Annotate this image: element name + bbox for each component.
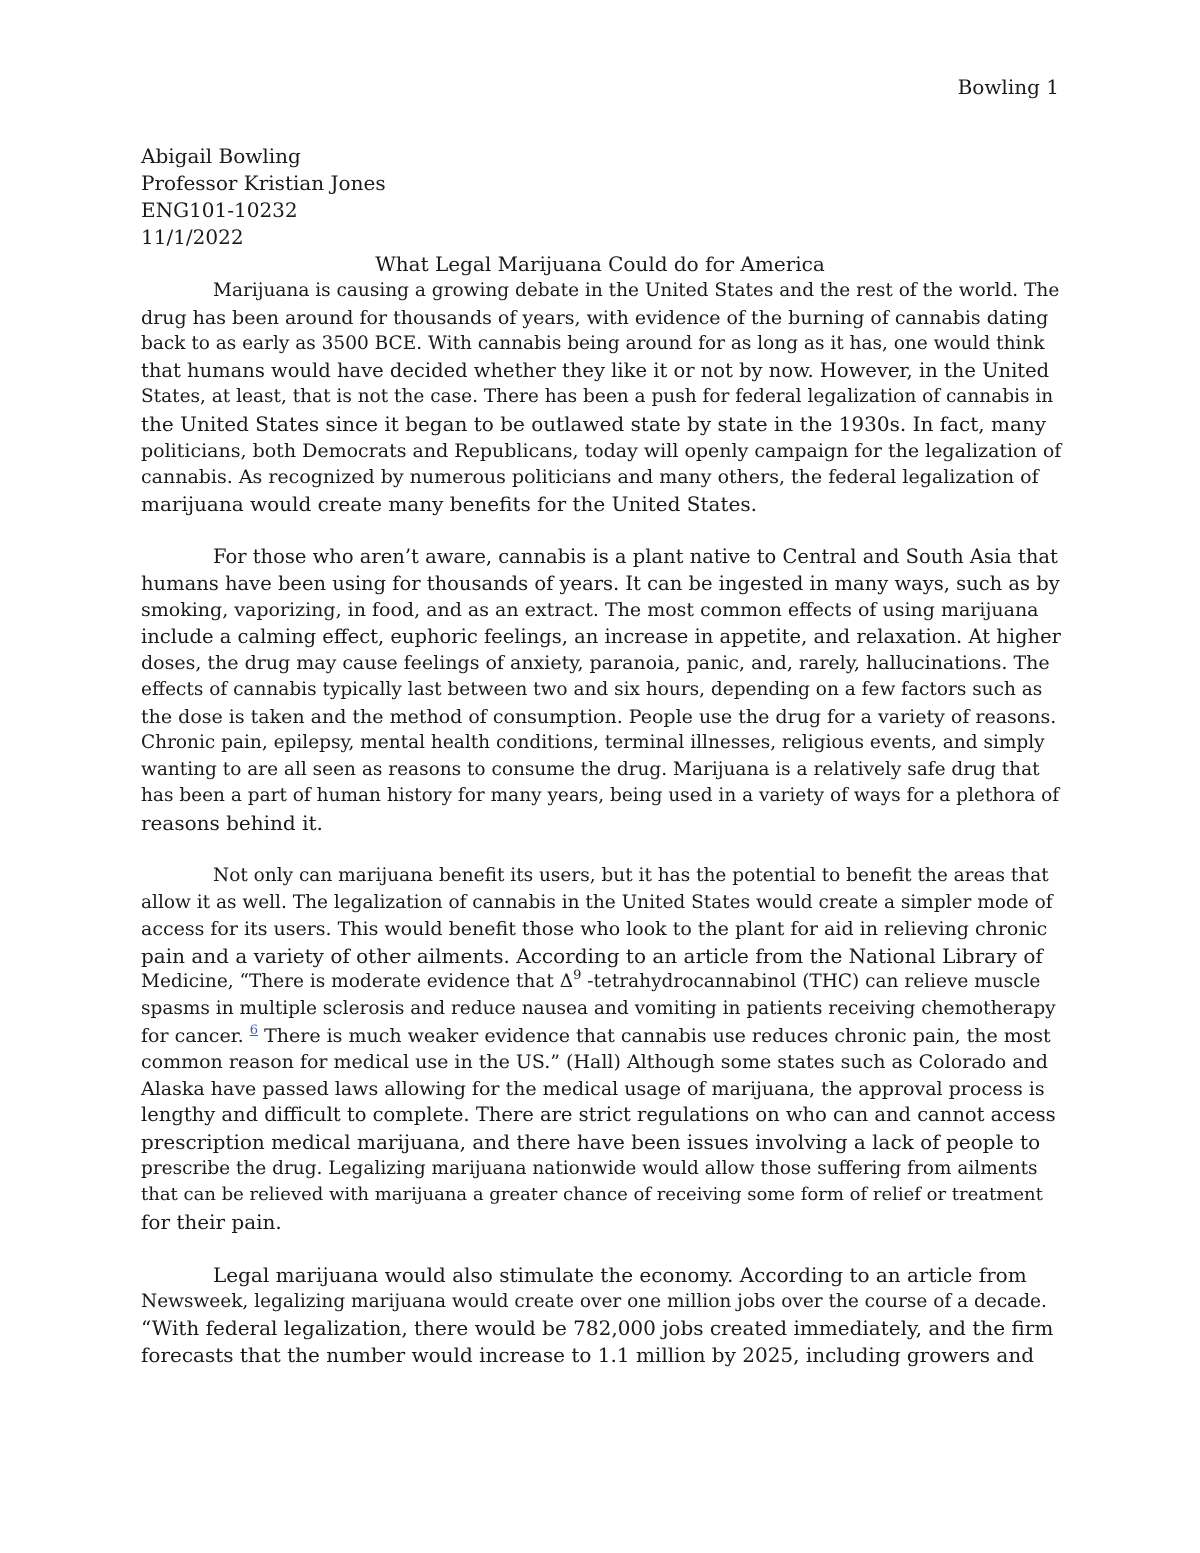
paragraph-line: Newsweek, legalizing marijuana would create over one million jobs over the course of a decade.	[141, 1290, 1047, 1312]
quote-text: -tetrahydrocannabinol (THC) can relieve muscle	[581, 971, 1041, 993]
footnote-link[interactable]: 6	[249, 1022, 259, 1038]
paragraph-line: include a calming effect, euphoric feelings, an increase in appetite, and relaxation. At higher	[141, 624, 1061, 648]
author-name: Abigail Bowling	[141, 144, 301, 168]
professor-name: Professor Kristian Jones	[141, 171, 386, 195]
paragraph-line: wanting to are all seen as reasons to consume the drug. Marijuana is a relatively safe drug that	[141, 758, 1040, 780]
paragraph-line: lengthy and difficult to complete. There are strict regulations on who can and cannot access	[141, 1103, 1056, 1127]
paragraph-line: politicians, both Democrats and Republicans, today will openly campaign for the legalization of	[141, 439, 1062, 462]
paragraph-4	[141, 1262, 1061, 1368]
paragraph-line: Chronic pain, epilepsy, mental health conditions, terminal illnesses, religious events, and simply	[141, 732, 1045, 754]
paragraph-line: For those who aren’t aware, cannabis is a plant native to Central and South Asia that	[213, 544, 1058, 568]
page-header: Bowling 1	[957, 75, 1059, 99]
paragraph-line: forecasts that the number would increase to 1.1 million by 2025, including growers and	[141, 1342, 1035, 1367]
paragraph-2	[141, 544, 1061, 837]
paragraph-line: Legal marijuana would also stimulate the economy. According to an article from	[213, 1262, 1027, 1287]
paragraph-line: for their pain.	[141, 1209, 282, 1234]
paragraph-line-with-footnote	[141, 1023, 1061, 1050]
paragraph-line: drug has been around for thousands of years, with evidence of the burning of cannabis dating	[141, 306, 1049, 329]
paragraph-line: reasons behind it.	[141, 810, 323, 835]
paragraph-line: back to as early as 3500 BCE. With cannabis being around for as long as it has, one would think	[141, 333, 1045, 355]
paragraph-line: has been a part of human history for many years, being used in a variety of ways for a plethora of	[141, 785, 1060, 807]
paragraph-line: common reason for medical use in the US.” (Hall) Although some states such as Colorado and	[141, 1051, 1048, 1074]
paragraph-line: pain and a variety of other ailments. According to an article from the National Library of	[141, 943, 1043, 968]
paragraph-line: that can be relieved with marijuana a greater chance of receiving some form of relief or treatment	[141, 1184, 1043, 1206]
paragraph-line: prescription medical marijuana, and there have been issues involving a lack of people to	[141, 1130, 1041, 1154]
paragraph-line: Marijuana is causing a growing debate in the United States and the rest of the world. The	[213, 280, 1060, 301]
paragraph-line: marijuana would create many benefits for the United States.	[141, 491, 757, 516]
paragraph-line: the dose is taken and the method of consumption. People use the drug for a variety of reasons.	[141, 705, 1057, 728]
paragraph-line: Not only can marijuana benefit its users, but it has the potential to benefit the areas that	[213, 865, 1049, 887]
paragraph-1	[141, 278, 1061, 517]
quote-text: Medicine, “There is moderate evidence that Δ	[141, 971, 574, 993]
essay-title: What Legal Marijuana Could do for America	[375, 252, 825, 276]
paragraph-line: prescribe the drug. Legalizing marijuana nationwide would allow those suffering from ailments	[141, 1157, 1038, 1179]
paragraph-line: smoking, vaporizing, in food, and as an extract. The most common effects of using marijuana	[141, 599, 1039, 622]
quote-text: There is much weaker evidence that cannabis use reduces chronic pain, the most	[258, 1024, 1051, 1047]
paragraph-line: that humans would have decided whether they like it or not by now. However, in the United	[141, 358, 1050, 382]
paragraph-line: cannabis. As recognized by numerous politicians and many others, the federal legalization of	[141, 466, 1039, 489]
paragraph-line: “With federal legalization, there would be 782,000 jobs created immediately, and the firm	[141, 1316, 1054, 1341]
delta-superscript: 9	[573, 968, 582, 984]
paragraph-line: allow it as well. The legalization of cannabis in the United States would create a simpler mode of	[141, 891, 1053, 913]
paragraph-line: Alaska have passed laws allowing for the medical usage of marijuana, the approval process is	[141, 1077, 1045, 1100]
essay-body	[141, 278, 1061, 1368]
paragraph-line: access for its users. This would benefit those who look to the plant for aid in relieving chronic	[141, 918, 1048, 941]
paragraph-line: States, at least, that is not the case. There has been a push for federal legalization of cannabis in	[141, 386, 1054, 408]
paragraph-line: effects of cannabis typically last between two and six hours, depending on a few factors such as	[141, 678, 1043, 700]
paragraph-line-with-superscript	[141, 969, 1061, 996]
paragraph-line: the United States since it began to be outlawed state by state in the 1930s. In fact, many	[141, 411, 1047, 436]
paragraph-line: humans have been using for thousands of years. It can be ingested in many ways, such as by	[141, 571, 1060, 595]
essay-date: 11/1/2022	[141, 225, 244, 249]
paragraph-line: spasms in multiple sclerosis and reduce nausea and vomiting in patients receiving chemotherapy	[141, 998, 1056, 1020]
course-code: ENG101-10232	[141, 198, 298, 222]
paragraph-line: doses, the drug may cause feelings of anxiety, paranoia, panic, and, rarely, hallucinations. The	[141, 652, 1050, 675]
quote-text: for cancer.	[141, 1024, 244, 1047]
paragraph-3	[141, 863, 1061, 1235]
mla-heading	[141, 143, 1059, 278]
